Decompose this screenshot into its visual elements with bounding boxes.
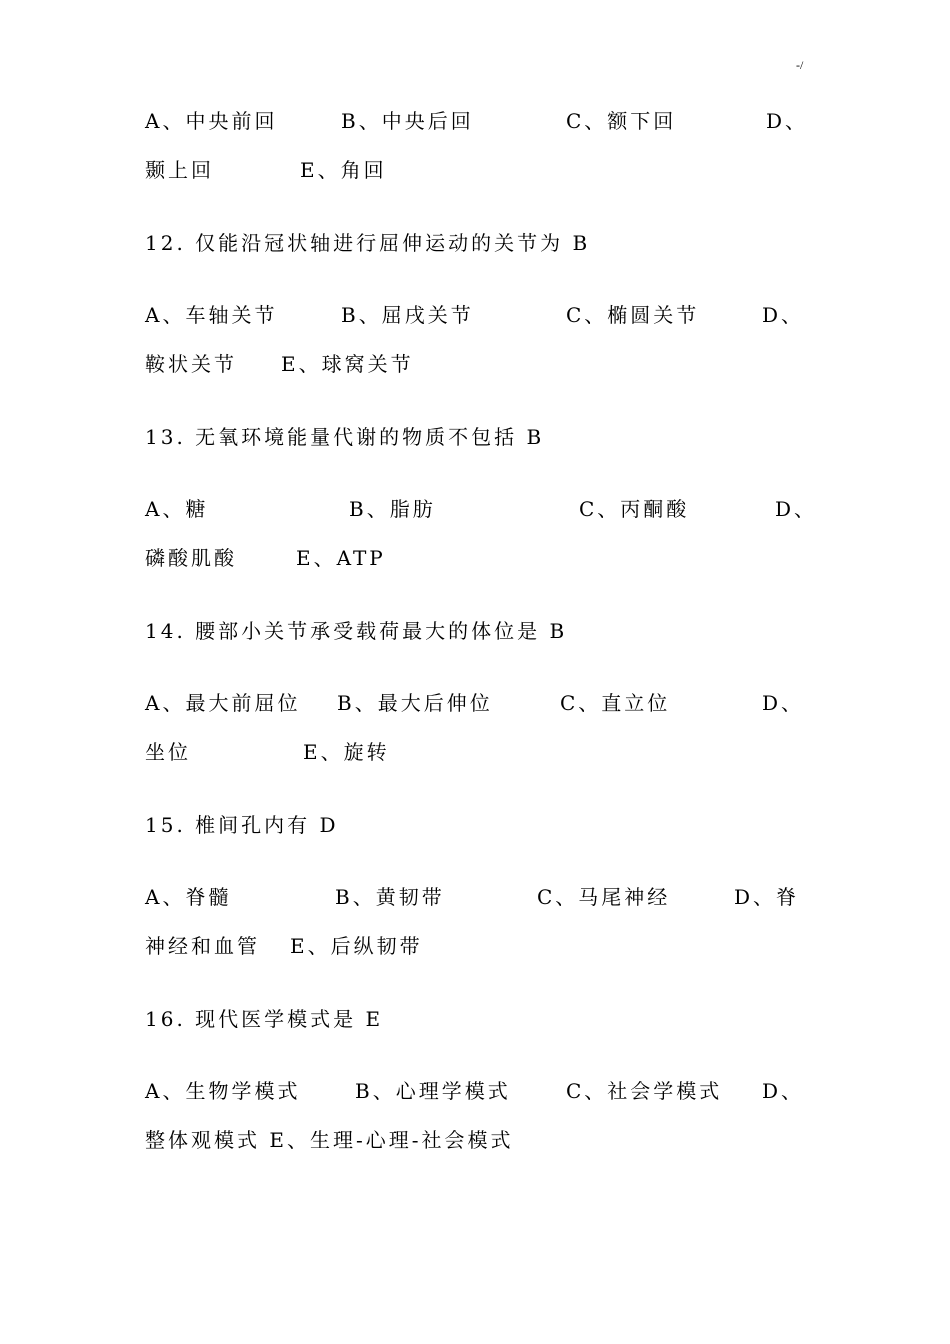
option-d: D、 <box>762 303 805 327</box>
option-d-cont: 磷酸肌酸 <box>145 546 237 570</box>
question-16: 16. 现代医学模式是 E <box>145 1007 384 1031</box>
option-a: A、车轴关节 <box>145 303 278 327</box>
options-row <box>145 543 825 573</box>
options-row <box>145 106 825 136</box>
option-e: E、ATP <box>296 546 386 570</box>
options-row <box>145 931 825 961</box>
question-12: 12. 仅能沿冠状轴进行屈伸运动的关节为 B <box>145 231 591 255</box>
option-b: B、脂肪 <box>349 497 436 521</box>
option-e: E、球窝关节 <box>281 352 414 376</box>
options-row <box>145 882 825 912</box>
option-d-cont: 坐位 <box>145 740 191 764</box>
option-c: C、丙酮酸 <box>579 497 690 521</box>
option-a: A、最大前屈位 <box>145 691 301 715</box>
option-b: B、屈戌关节 <box>341 303 474 327</box>
question-15: 15. 椎间孔内有 D <box>145 813 339 837</box>
option-e: E、后纵韧带 <box>290 934 423 958</box>
option-d-cont: 颞上回 <box>145 158 214 182</box>
option-b: B、最大后伸位 <box>337 691 493 715</box>
options-row <box>145 300 825 330</box>
option-b: B、黄韧带 <box>335 885 445 909</box>
option-d: D、 <box>775 497 818 521</box>
options-row <box>145 155 825 185</box>
option-a: A、脊髓 <box>145 885 232 909</box>
option-d-cont-and-e: 整体观模式 E、生理-心理-社会模式 <box>145 1128 514 1152</box>
option-e: E、角回 <box>300 158 387 182</box>
option-c: C、直立位 <box>560 691 671 715</box>
option-d-cont: 神经和血管 <box>145 934 260 958</box>
option-c: C、额下回 <box>566 109 677 133</box>
options-row <box>145 688 825 718</box>
option-e: E、旋转 <box>303 740 390 764</box>
option-d: D、 <box>762 691 805 715</box>
options-row <box>145 349 825 379</box>
option-a: A、中央前回 <box>145 109 278 133</box>
options-row <box>145 1076 825 1106</box>
option-c: C、椭圆关节 <box>566 303 700 327</box>
options-row <box>145 494 825 524</box>
option-b: B、心理学模式 <box>355 1079 511 1103</box>
options-row <box>145 737 825 767</box>
option-a: A、糖 <box>145 497 209 521</box>
option-a: A、生物学模式 <box>145 1079 301 1103</box>
option-d-cont: 鞍状关节 <box>145 352 237 376</box>
option-d: D、 <box>766 109 809 133</box>
question-13: 13. 无氧环境能量代谢的物质不包括 B <box>145 425 545 449</box>
option-d: D、 <box>762 1079 805 1103</box>
option-d: D、脊 <box>734 885 800 909</box>
option-b: B、中央后回 <box>341 109 474 133</box>
options-row <box>145 1125 825 1155</box>
question-14: 14. 腰部小关节承受载荷最大的体位是 B <box>145 619 568 643</box>
option-c: C、社会学模式 <box>566 1079 723 1103</box>
page-mark: -/ <box>796 58 804 72</box>
option-c: C、马尾神经 <box>537 885 671 909</box>
